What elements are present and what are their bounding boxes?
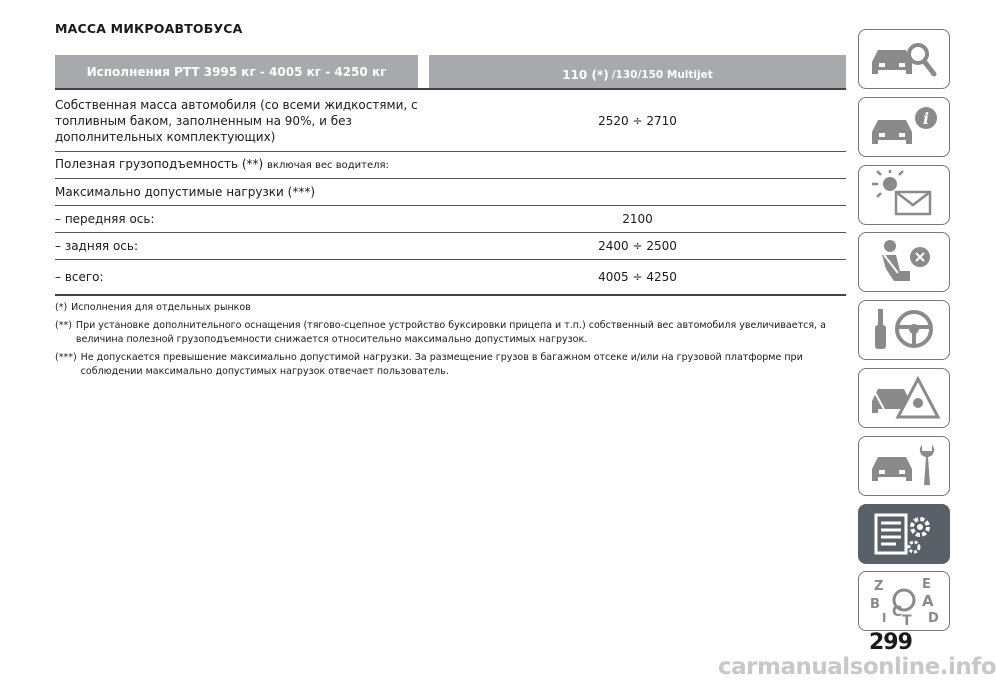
footnote-text: Не допускается превышение максимально допустимой нагрузки. За размещение грузов в багажном отсеке и/или на грузовой платформе при соблюдении максимально допустимых нагрузок отвечает пользователь.	[80, 351, 803, 377]
car-info-icon	[866, 102, 942, 152]
header-engines	[429, 55, 846, 88]
specs-gear-icon	[866, 509, 942, 559]
row-label: – задняя ось:	[55, 239, 138, 253]
section-tabs	[858, 29, 950, 639]
car-search-icon	[866, 34, 942, 84]
lights-message-icon	[866, 170, 942, 220]
index-letter: D	[928, 611, 939, 627]
watermark: carmanualsonline.info	[718, 654, 996, 680]
tab-car-info[interactable]	[858, 97, 950, 157]
seat-airbag-icon	[866, 237, 942, 287]
table-row	[55, 260, 846, 296]
row-value: 2100	[622, 212, 653, 226]
row-value: 2400 ÷ 2500	[598, 239, 677, 253]
index-letter: B	[870, 597, 880, 613]
section-title: МАССА МИКРОАВТОБУСА	[55, 21, 243, 36]
index-letter: E	[922, 577, 931, 593]
key-steering-icon	[866, 305, 942, 355]
tab-car-search[interactable]	[858, 29, 950, 89]
header-versions: Исполнения PTT 3995 кг - 4005 кг - 4250 кг	[55, 55, 418, 88]
tab-car-warning[interactable]	[858, 368, 950, 428]
footnote-mark: (*)	[55, 302, 68, 313]
row-label: – всего:	[55, 270, 104, 284]
footnote	[55, 301, 845, 316]
row-value: 4005 ÷ 4250	[598, 270, 677, 284]
tab-seat-airbag[interactable]	[858, 232, 950, 292]
row-label-small: включая вес водителя:	[267, 160, 389, 171]
table-row	[55, 206, 846, 233]
table-row	[55, 233, 846, 260]
footnote-mark: (**)	[55, 319, 72, 331]
footnote-text: Исполнения для отдельных рынков	[71, 302, 251, 313]
footnotes	[55, 301, 845, 383]
header-engine-main: 110 (*)	[562, 67, 609, 82]
footnote-mark: (***)	[55, 351, 77, 363]
index-letter: I	[882, 611, 887, 626]
page-number: 299	[869, 630, 912, 655]
mass-table	[55, 55, 846, 296]
tab-index[interactable]	[858, 571, 950, 631]
row-label-main: Полезная грузоподъемность (**)	[55, 157, 264, 171]
table-header	[55, 55, 846, 88]
index-letter: T	[902, 613, 912, 630]
table-row	[55, 90, 846, 152]
tab-lights-message[interactable]	[858, 165, 950, 225]
index-letter: C	[892, 604, 903, 621]
index-letters-icon	[866, 576, 942, 630]
svg-text:i: i	[922, 108, 930, 128]
tab-car-service[interactable]	[858, 436, 950, 496]
index-letter: Z	[874, 579, 884, 595]
row-value: 2520 ÷ 2710	[598, 113, 677, 128]
footnote-text: При установке дополнительного оснащения (тягово-сцепное устройство буксировки прицепа и т.п.) собственный вес автомобиля увеличивается, а величина полезной грузоподъемности снижается относительно максимально допустимых нагрузок.	[75, 319, 826, 345]
footnote	[55, 351, 845, 380]
car-service-icon	[866, 441, 942, 491]
index-letter: A	[922, 592, 934, 611]
row-label: Максимально допустимые нагрузки (***)	[55, 185, 316, 199]
header-engine-small: /130/150 Multijet	[611, 68, 713, 81]
footnote	[55, 319, 845, 348]
car-warning-icon	[866, 373, 942, 423]
row-label	[55, 156, 393, 174]
table-row	[55, 152, 846, 179]
row-label: – передняя ось:	[55, 212, 155, 226]
row-label: Собственная масса автомобиля (со всеми жидкостями, с топливным баком, заполненным на 90%, и без дополнительных комплектующих)	[55, 97, 418, 144]
tab-specs-active[interactable]	[858, 504, 950, 564]
tab-key-steering[interactable]	[858, 300, 950, 360]
table-row	[55, 179, 846, 206]
